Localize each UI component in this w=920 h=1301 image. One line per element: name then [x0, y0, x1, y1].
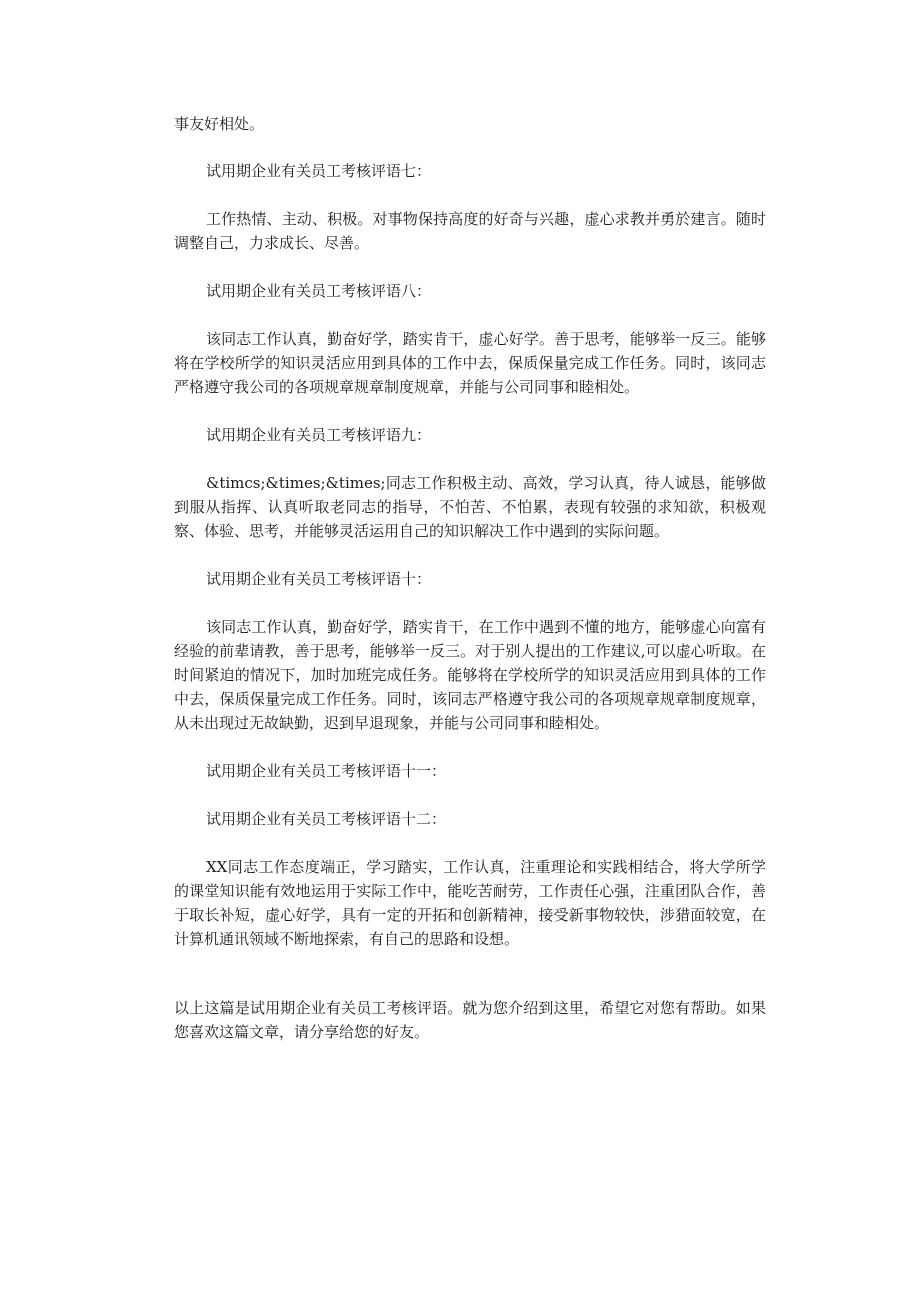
- section-body-10: 该同志工作认真，勤奋好学，踏实肯干，在工作中遇到不懂的地方，能够虚心向富有经验的前辈请教，善于思考，能够举一反三。对于别人提出的工作建议,可以虚心听取。在时间紧迫的情况下，加时加班完成任务。能够将在学校所学的知识灵活应用到具体的工作中去，保质保量完成工作任务。同时，该同志严格遵守我公司的各项规章规章制度规章，从未出现过无故缺勤，迟到早退现象，并能与公司同事和睦相处。: [174, 618, 766, 732]
- section-body-12: XX同志工作态度端正，学习踏实，工作认真，注重理论和实践相结合，将大学所学的课堂知识能有效地运用于实际工作中，能吃苦耐劳，工作责任心强，注重团队合作，善于取长补短，虚心好学，具有一定的开拓和创新精神，接受新事物较快，涉猎面较宽，在计算机通讯领域不断地探索，有自己的思路和设想。: [174, 858, 766, 948]
- closing-text: 以上这篇是试用期企业有关员工考核评语。就为您介绍到这里，希望它对您有帮助。如果您喜欢这篇文章，请分享给您的好友。: [174, 999, 766, 1041]
- section-body-8: 该同志工作认真，勤奋好学，踏实肯干，虚心好学。善于思考，能够举一反三。能够将在学校所学的知识灵活应用到具体的工作中去，保质保量完成工作任务。同时，该同志严格遵守我公司的各项规章规章制度规章，并能与公司同事和睦相处。: [174, 330, 766, 396]
- section-heading-10: 试用期企业有关员工考核评语十：: [206, 570, 432, 588]
- section-body-7: 工作热情、主动、积极。对事物保持高度的好奇与兴趣，虚心求教并勇於建言。随时调整自己，力求成长、尽善。: [174, 210, 766, 252]
- section-body-9: &timcs;&times;&times;同志工作积极主动、高效，学习认真，待人诚恳，能够做到服从指挥、认真听取老同志的指导，不怕苦、不怕累，表现有较强的求知欲，积极观察、体验、思考，并能够灵活运用自己的知识解决工作中遇到的实际问题。: [174, 474, 766, 540]
- section-heading-12: 试用期企业有关员工考核评语十二：: [206, 810, 447, 828]
- section-heading-7: 试用期企业有关员工考核评语七：: [206, 162, 432, 180]
- continuation-text: 事友好相处。: [174, 115, 265, 133]
- section-heading-11: 试用期企业有关员工考核评语十一：: [206, 762, 447, 780]
- section-heading-8: 试用期企业有关员工考核评语八：: [206, 282, 432, 300]
- section-heading-9: 试用期企业有关员工考核评语九：: [206, 426, 432, 444]
